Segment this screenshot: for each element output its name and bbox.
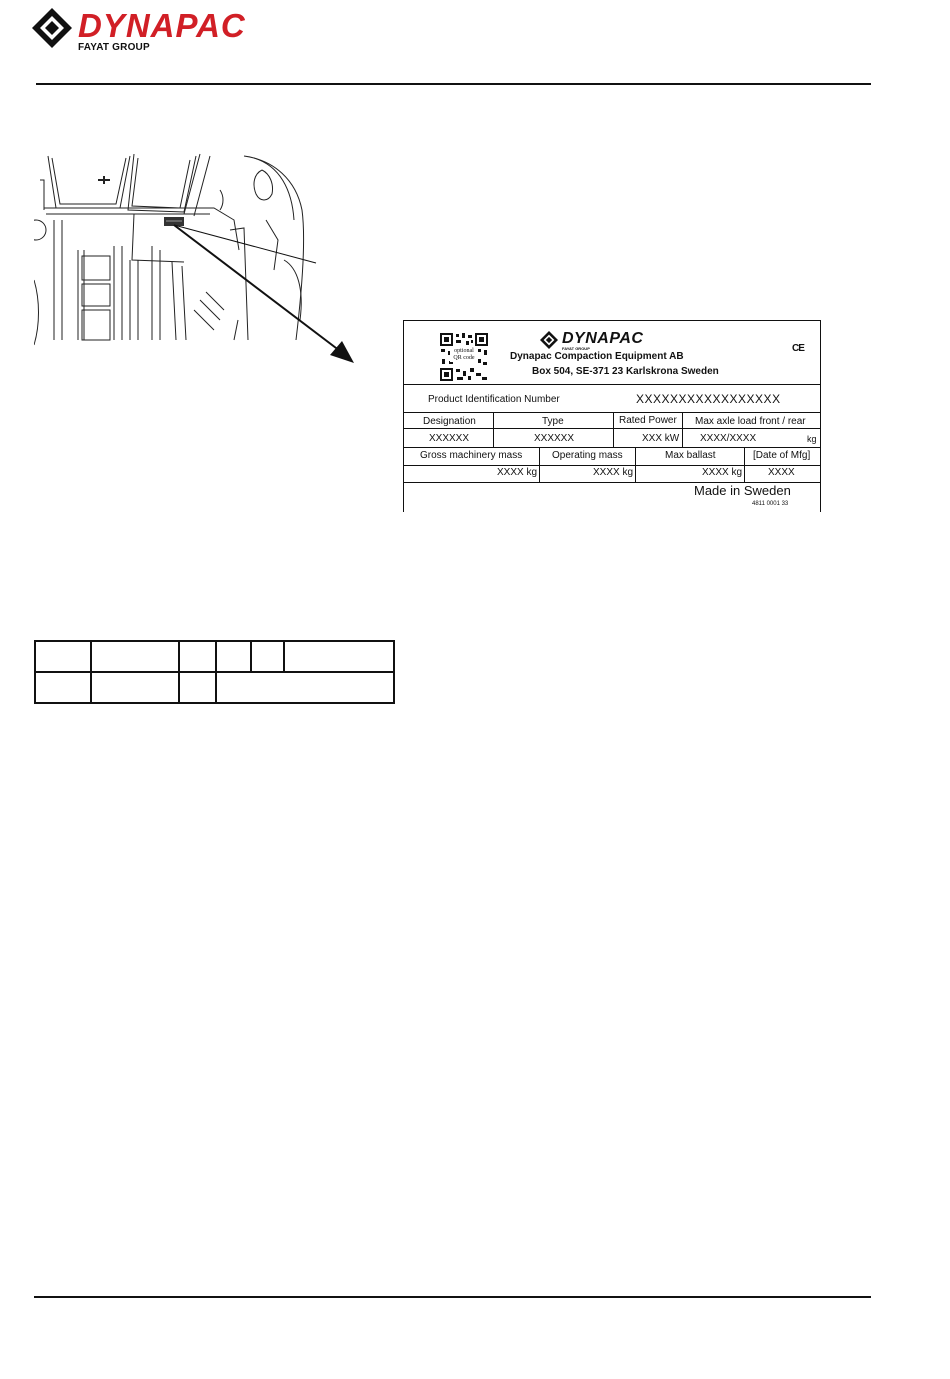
max-axle-value: XXXX/XXXX [700, 433, 757, 444]
company-address: Box 504, SE-371 23 Karlskrona Sweden [532, 366, 719, 377]
plate-brand: DYNAPAC [562, 330, 644, 347]
qr-label-line2: QR code [453, 355, 475, 361]
qr-label-line1: optional [454, 348, 474, 354]
date-value: XXXX [768, 467, 795, 478]
table-col-divider [90, 642, 92, 702]
table-col-divider [250, 642, 252, 671]
table-col-divider [283, 642, 285, 671]
max-axle-unit: kg [807, 434, 817, 444]
brand-name: DYNAPAC [78, 7, 246, 44]
table-col-divider [178, 642, 180, 702]
max-axle-label: Max axle load front / rear [695, 416, 806, 427]
part-number: 4811 0001 33 [752, 501, 789, 507]
date-label: [Date of Mfg] [753, 450, 811, 461]
type-label: Type [542, 416, 564, 427]
gross-mass-label: Gross machinery mass [420, 450, 523, 461]
footer-rule [34, 1296, 871, 1298]
identification-plate [403, 320, 821, 512]
made-in: Made in Sweden [694, 483, 791, 498]
empty-table [34, 640, 395, 704]
plate-logo [540, 330, 690, 352]
designation-value: XXXXXX [429, 433, 470, 444]
plate-group: FAYAT GROUP [562, 346, 590, 351]
rated-power-label: Rated Power [619, 415, 677, 426]
operating-mass-value: XXXX kg [593, 467, 634, 478]
rated-power-value: XXX kW [642, 433, 680, 444]
qr-label [450, 348, 478, 362]
pin-label: Product Identification Number [428, 394, 560, 405]
brand-group: FAYAT GROUP [78, 42, 150, 53]
plate-diamond-icon [540, 331, 558, 349]
operating-mass-label: Operating mass [552, 450, 623, 461]
max-ballast-label: Max ballast [665, 450, 716, 461]
pointer-arrow [160, 215, 360, 370]
pin-value: XXXXXXXXXXXXXXXXX [636, 392, 781, 406]
type-value: XXXXXX [534, 433, 575, 444]
designation-label: Designation [423, 416, 476, 427]
company-name: Dynapac Compaction Equipment AB [510, 351, 684, 362]
gross-mass-value: XXXX kg [497, 467, 538, 478]
diamond-logo-icon [32, 8, 72, 48]
max-ballast-value: XXXX kg [702, 467, 743, 478]
table-col-divider [215, 642, 217, 702]
header-rule [36, 83, 871, 85]
dynapac-logo [32, 6, 352, 54]
ce-mark: CE [792, 343, 804, 354]
